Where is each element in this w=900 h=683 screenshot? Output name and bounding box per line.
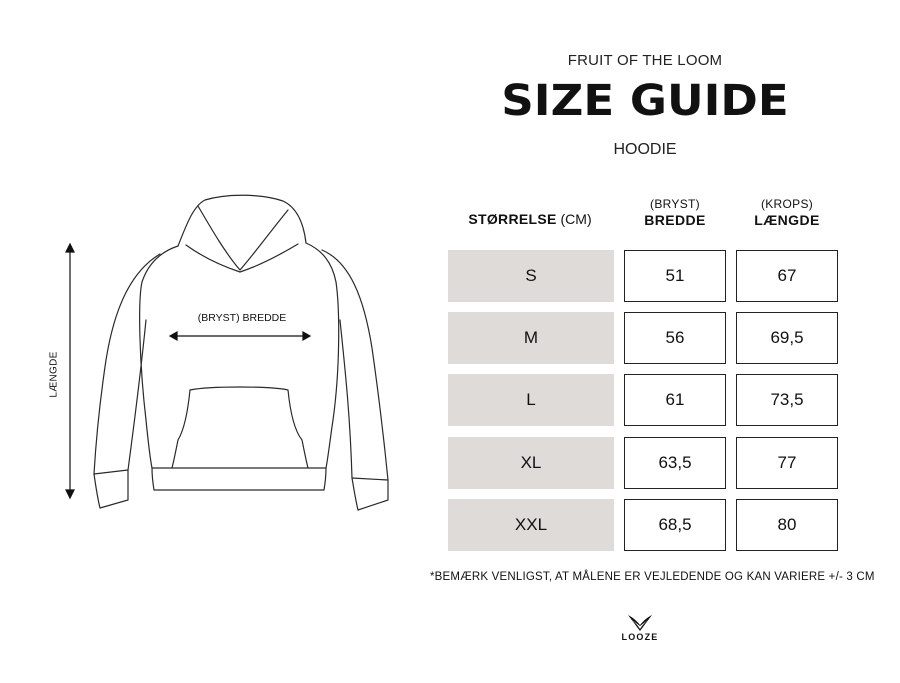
size-cell: XXL xyxy=(448,499,614,551)
size-header-unit: (CM) xyxy=(560,211,592,227)
body-length-header-label: LÆNGDE xyxy=(754,212,820,228)
logo-wordmark: LOOZE xyxy=(621,632,659,642)
size-cell: L xyxy=(448,374,614,426)
chest-width-cell: 68,5 xyxy=(624,499,726,551)
body-length-cell: 80 xyxy=(736,499,838,551)
chest-width-header-prefix: (BRYST) xyxy=(650,197,700,211)
size-column-header xyxy=(446,211,614,227)
chest-width-header-label: BREDDE xyxy=(644,212,706,228)
body-length-label: LÆNGDE xyxy=(48,351,60,398)
product-type: HOODIE xyxy=(613,141,677,158)
chest-width-cell: 51 xyxy=(624,250,726,302)
body-length-cell: 73,5 xyxy=(736,374,838,426)
size-header-bold: STØRRELSE xyxy=(468,211,557,227)
body-length-cell: 77 xyxy=(736,437,838,489)
chest-width-label: (BRYST) BREDDE xyxy=(197,312,287,324)
brand-name: FRUIT OF THE LOOM xyxy=(567,52,723,69)
size-cell: XL xyxy=(448,437,614,489)
body-length-column-header xyxy=(736,197,838,228)
body-length-cell: 69,5 xyxy=(736,312,838,364)
wings-logo-icon xyxy=(625,612,655,632)
size-cell: M xyxy=(448,312,614,364)
body-length-header-prefix: (KROPS) xyxy=(760,197,814,211)
chest-width-cell: 61 xyxy=(624,374,726,426)
hoodie-illustration-icon xyxy=(0,180,420,520)
body-length-cell: 67 xyxy=(736,250,838,302)
chest-width-cell: 56 xyxy=(624,312,726,364)
disclaimer-note: *BEMÆRK VENLIGST, AT MÅLENE ER VEJLEDENDE OG KAN VARIERE +/- 3 CM xyxy=(430,571,875,583)
chest-width-column-header xyxy=(624,197,726,228)
page-title: SIZE GUIDE xyxy=(501,76,789,126)
chest-width-cell: 63,5 xyxy=(624,437,726,489)
size-cell: S xyxy=(448,250,614,302)
